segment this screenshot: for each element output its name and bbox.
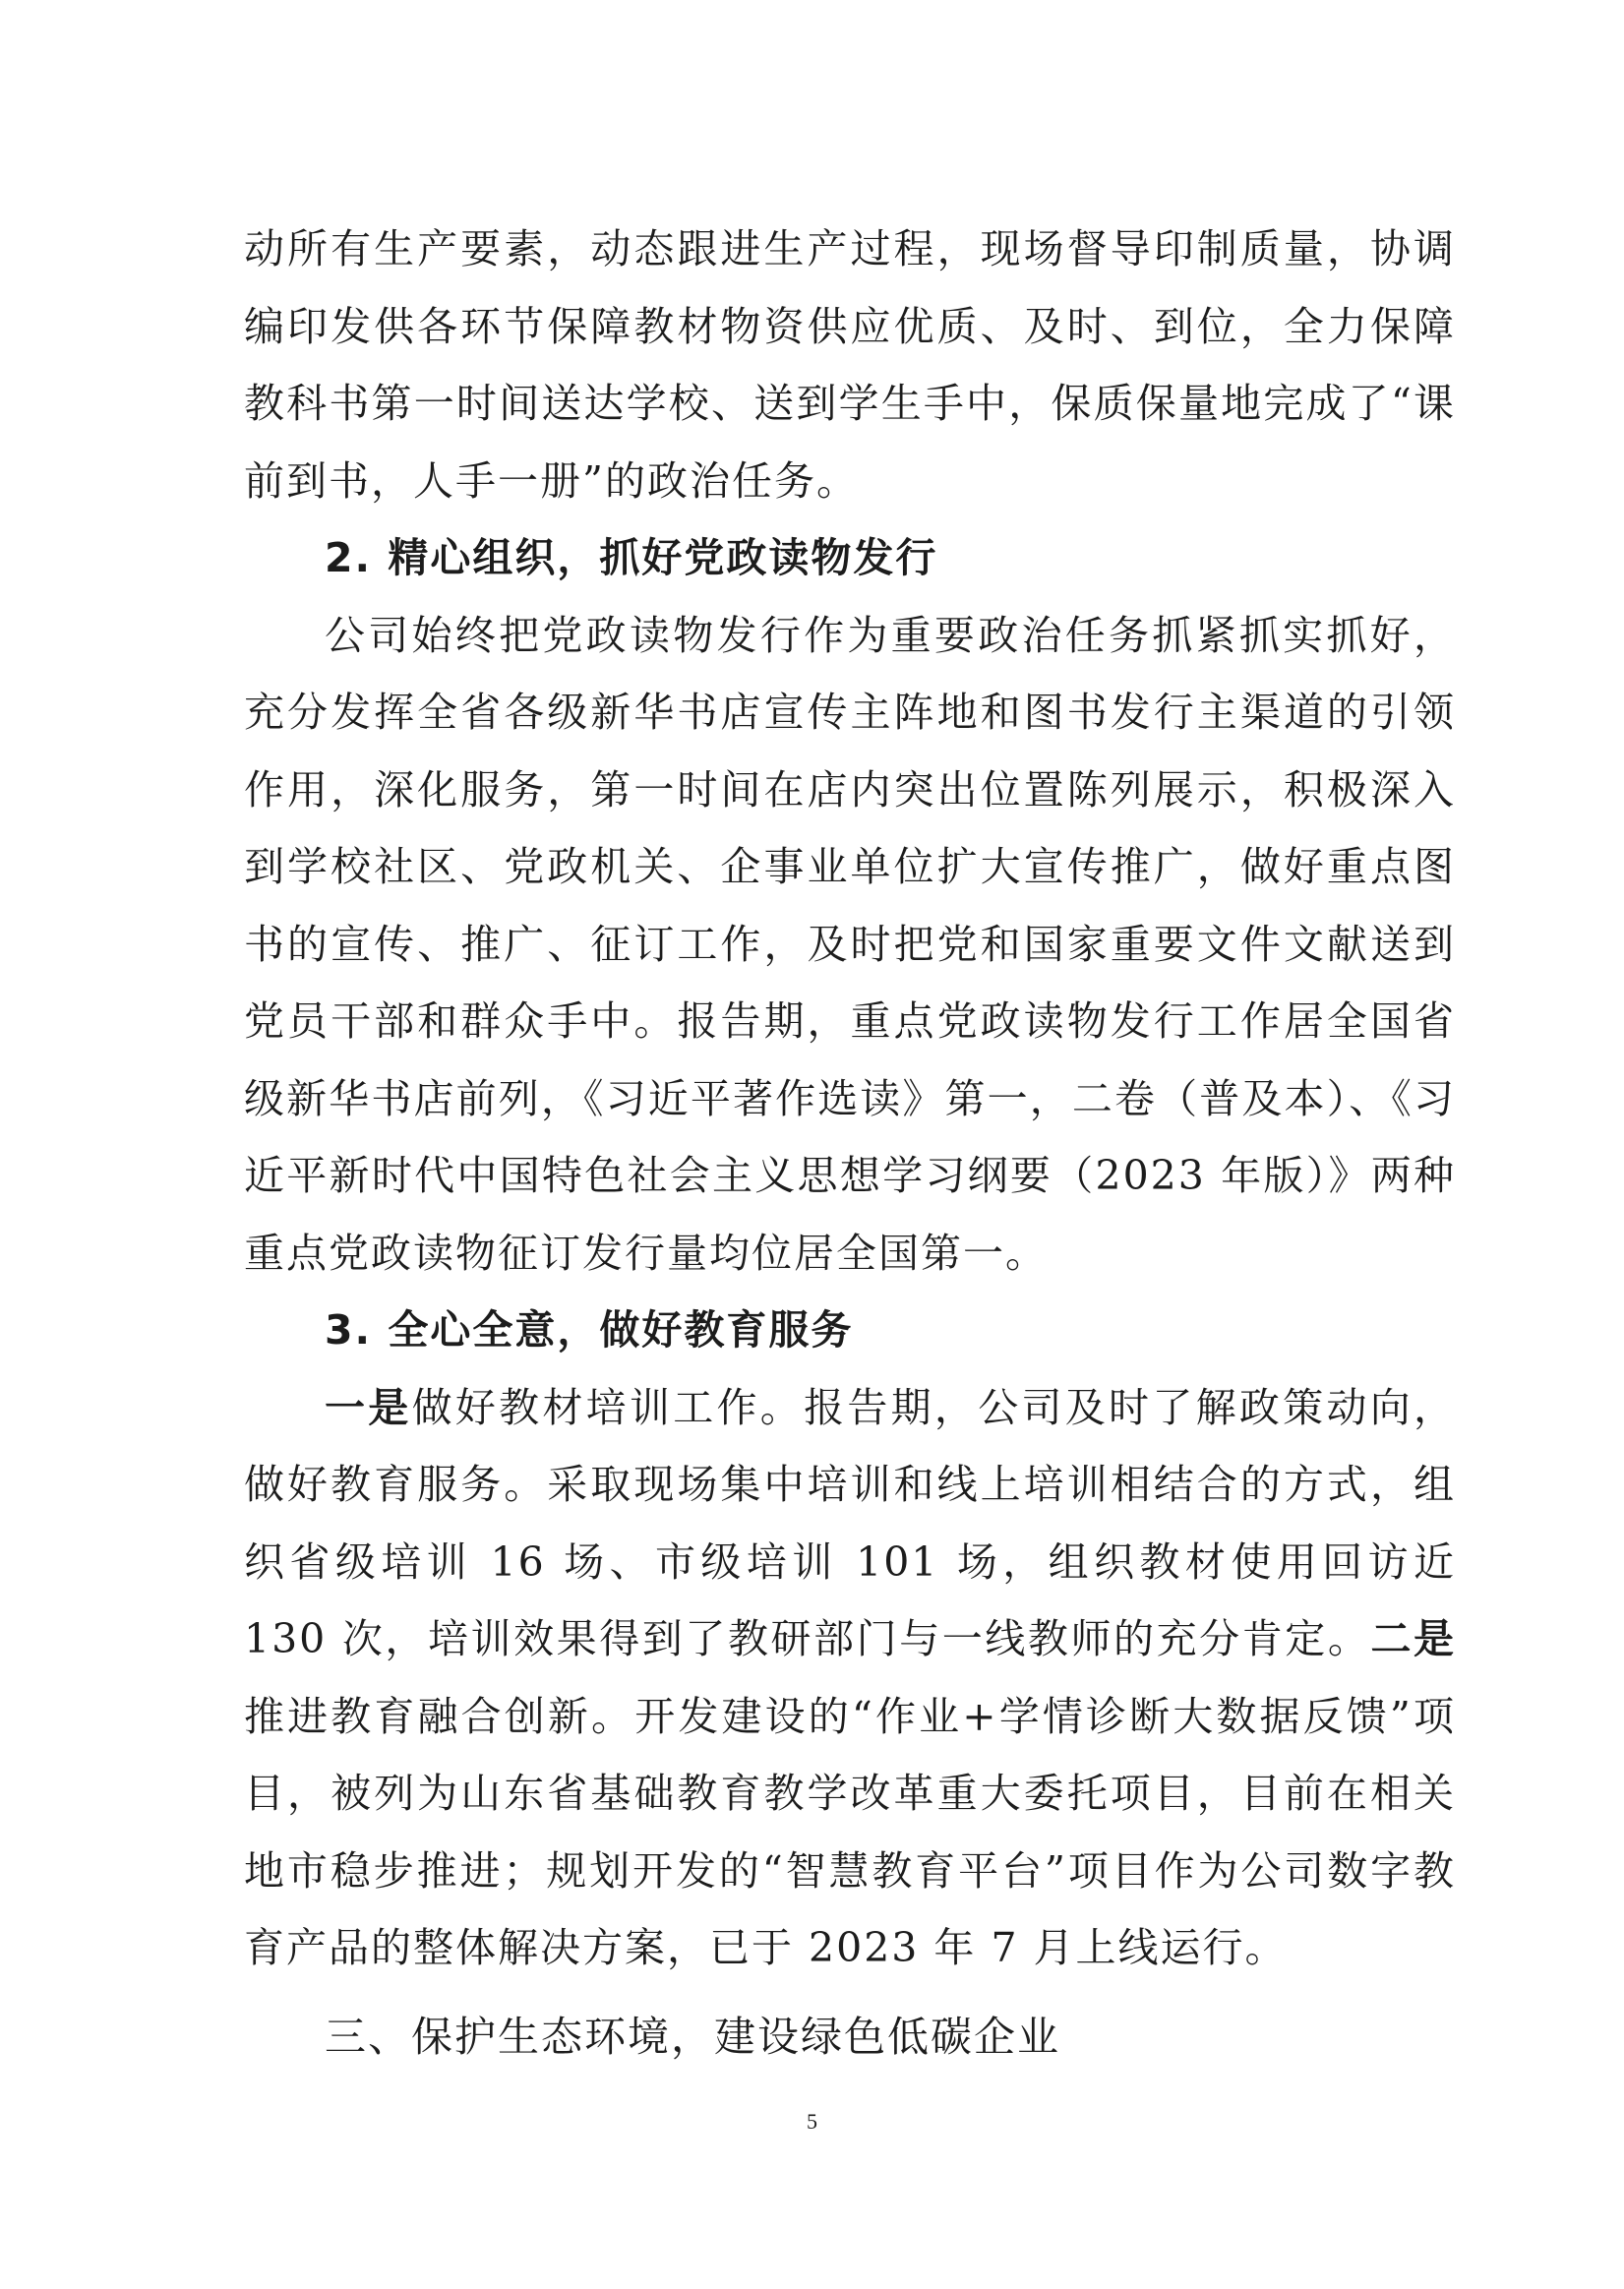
paragraph-education-service xyxy=(244,1369,1456,1987)
page-number: 5 xyxy=(807,2109,817,2134)
subheading-party-reading: 2. 精心组织，抓好党政读物发行 xyxy=(325,534,938,581)
body-text xyxy=(244,211,1456,2076)
text-second: 推进教育融合创新。开发建设的“作业+学情诊断大数据反馈”项目，被列为山东省基础教育教学改革重大委托项目，目前在相关地市稳步推进；规划开发的“智慧教育平台”项目作为公司数字教育产品的整体解决方案，已于 2023 年 7 月上线运行。 xyxy=(244,1692,1456,1971)
subheading-education-service: 3. 全心全意，做好教育服务 xyxy=(325,1306,854,1354)
lead-second: 二是 xyxy=(1370,1615,1457,1662)
paragraph-party-reading: 公司始终把党政读物发行作为重要政治任务抓紧抓实抓好，充分发挥全省各级新华书店宣传主阵地和图书发行主渠道的引领作用，深化服务，第一时间在店内突出位置陈列展示，积极深入到学校社区、党政机关、企事业单位扩大宣传推广，做好重点图书的宣传、推广、征订工作，及时把党和国家重要文件文献送到党员干部和群众手中。报告期，重点党政读物发行工作居全国省级新华书店前列，《习近平著作选读》第一，二卷（普及本）、《习近平新时代中国特色社会主义思想学习纲要（2023 年版）》两种重点党政读物征订发行量均位居全国第一。 xyxy=(244,611,1456,1277)
paragraph-continuation: 动所有生产要素，动态跟进生产过程，现场督导印制质量，协调编印发供各环节保障教材物资供应优质、及时、到位，全力保障教科书第一时间送达学校、送到学生手中，保质保量地完成了“课前到书，人手一册”的政治任务。 xyxy=(244,225,1456,505)
section-heading-ecology: 三、保护生态环境，建设绿色低碳企业 xyxy=(325,2012,1061,2061)
lead-first: 一是 xyxy=(325,1383,412,1431)
text-first: 做好教材培训工作。报告期，公司及时了解政策动向，做好教育服务。采取现场集中培训和线上培训相结合的方式，组织省级培训 16 场、市级培训 101 场，组织教材使用回访近 130 次，培训效果得到了教研部门与一线教师的充分肯定。 xyxy=(244,1383,1456,1662)
